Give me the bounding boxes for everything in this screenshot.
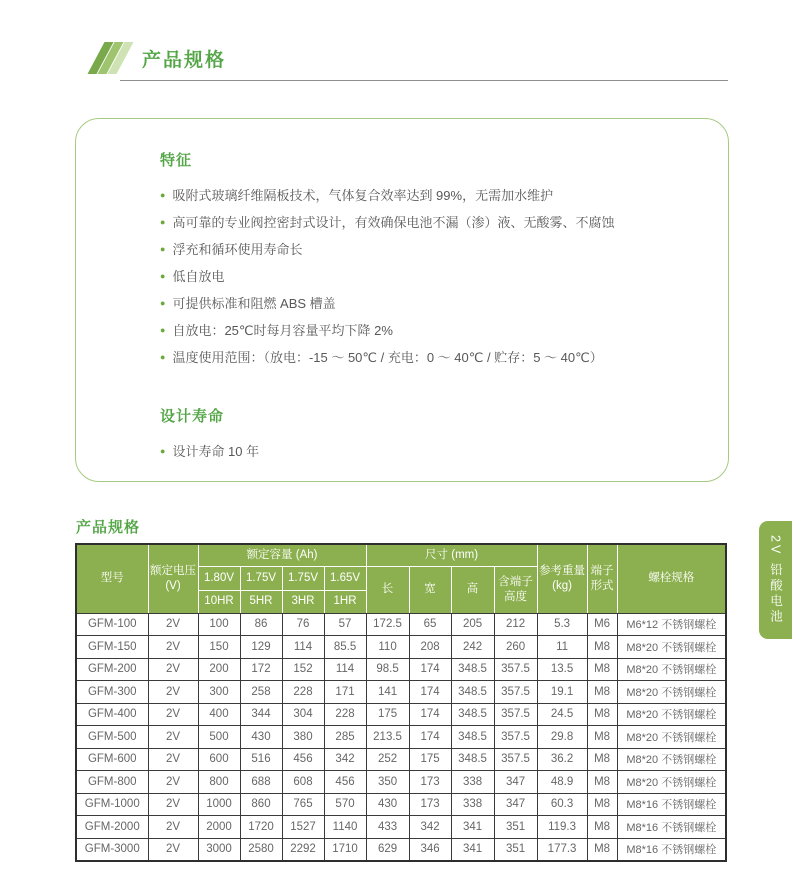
table-row: [76, 636, 726, 659]
page-header: [88, 42, 730, 81]
spec-table: [75, 543, 727, 862]
col-group-size: 尺寸 (mm): [366, 544, 537, 566]
spec-cell: 400: [198, 703, 240, 726]
table-row: [76, 681, 726, 704]
table-row: [76, 703, 726, 726]
feature-item: ● 自放电：25℃时每月容量平均下降 2%: [160, 317, 688, 344]
spec-cell: 765: [282, 793, 324, 816]
spec-cell: M8: [587, 793, 617, 816]
spec-cell: M8*20 不锈钢螺栓: [617, 681, 726, 704]
spec-cell: 2V: [148, 726, 198, 749]
spec-cell: M6: [587, 613, 617, 636]
model-cell: GFM-500: [76, 726, 148, 749]
spec-cell: 2000: [198, 816, 240, 839]
feature-box: [75, 118, 729, 482]
spec-cell: 141: [366, 681, 409, 704]
table-row: [76, 771, 726, 794]
col-capacity-hr1: 10HR: [198, 590, 240, 613]
spec-cell: 338: [451, 771, 494, 794]
spec-cell: 1000: [198, 793, 240, 816]
spec-cell: M8*16 不锈钢螺栓: [617, 838, 726, 861]
col-capacity-v3: 1.75V: [282, 566, 324, 590]
spec-cell: 2V: [148, 681, 198, 704]
spec-cell: 348.5: [451, 658, 494, 681]
spec-cell: M8: [587, 726, 617, 749]
spec-cell: 114: [282, 636, 324, 659]
col-height: 高: [451, 566, 494, 613]
col-capacity-v2: 1.75V: [240, 566, 282, 590]
spec-cell: 242: [451, 636, 494, 659]
spec-cell: M8: [587, 658, 617, 681]
spec-cell: 173: [409, 771, 451, 794]
model-cell: GFM-1000: [76, 793, 148, 816]
spec-cell: 212: [494, 613, 537, 636]
spec-cell: 800: [198, 771, 240, 794]
side-tab-2v-lead-acid-battery[interactable]: [759, 521, 792, 639]
spec-cell: 357.5: [494, 748, 537, 771]
spec-cell: 260: [494, 636, 537, 659]
model-cell: GFM-3000: [76, 838, 148, 861]
spec-cell: 285: [324, 726, 366, 749]
table-row: [76, 793, 726, 816]
page-title: 产品规格: [142, 49, 227, 71]
spec-cell: 500: [198, 726, 240, 749]
spec-cell: M8: [587, 748, 617, 771]
spec-cell: 2V: [148, 636, 198, 659]
design-life-item: ● 设计寿命 10 年: [160, 438, 688, 465]
feature-item: ● 可提供标准和阻燃 ABS 槽盖: [160, 290, 688, 317]
col-capacity-hr2: 5HR: [240, 590, 282, 613]
spec-cell: 351: [494, 838, 537, 861]
spec-cell: 2V: [148, 658, 198, 681]
spec-cell: 29.8: [537, 726, 587, 749]
spec-cell: 2V: [148, 838, 198, 861]
spec-table-heading: 产品规格: [76, 519, 141, 536]
spec-cell: 200: [198, 658, 240, 681]
col-terminal: 端子形式: [587, 544, 617, 613]
table-row: [76, 726, 726, 749]
spec-cell: 456: [282, 748, 324, 771]
table-row: [76, 838, 726, 861]
spec-cell: 174: [409, 681, 451, 704]
spec-cell: 175: [366, 703, 409, 726]
spec-cell: 351: [494, 816, 537, 839]
spec-cell: M8*20 不锈钢螺栓: [617, 703, 726, 726]
col-weight: 参考重量 (kg): [537, 544, 587, 613]
spec-cell: 2V: [148, 748, 198, 771]
spec-cell: M8: [587, 703, 617, 726]
spec-cell: 150: [198, 636, 240, 659]
col-bolt: 螺栓规格: [617, 544, 726, 613]
spec-cell: 357.5: [494, 703, 537, 726]
spec-cell: 175: [409, 748, 451, 771]
spec-cell: 208: [409, 636, 451, 659]
model-cell: GFM-150: [76, 636, 148, 659]
table-row: [76, 658, 726, 681]
spec-cell: 258: [240, 681, 282, 704]
spec-cell: 1527: [282, 816, 324, 839]
side-tab-label: 2V 铅酸电池: [768, 535, 783, 625]
spec-cell: 85.5: [324, 636, 366, 659]
spec-cell: M8: [587, 816, 617, 839]
feature-item: ● 高可靠的专业阀控密封式设计，有效确保电池不漏（渗）液、无酸雾、不腐蚀: [160, 209, 688, 236]
spec-cell: 174: [409, 703, 451, 726]
spec-cell: M8*16 不锈钢螺栓: [617, 816, 726, 839]
spec-cell: 600: [198, 748, 240, 771]
spec-cell: M8: [587, 636, 617, 659]
spec-cell: 1720: [240, 816, 282, 839]
spec-cell: 129: [240, 636, 282, 659]
spec-cell: 860: [240, 793, 282, 816]
model-cell: GFM-400: [76, 703, 148, 726]
spec-cell: 338: [451, 793, 494, 816]
spec-cell: 60.3: [537, 793, 587, 816]
spec-cell: 348.5: [451, 681, 494, 704]
col-group-capacity: 额定容量 (Ah): [198, 544, 366, 566]
feature-item: ● 浮充和循环使用寿命长: [160, 236, 688, 263]
spec-cell: 1140: [324, 816, 366, 839]
spec-cell: M8: [587, 771, 617, 794]
spec-cell: 100: [198, 613, 240, 636]
spec-cell: 341: [451, 816, 494, 839]
triple-slash-icon: [88, 42, 128, 74]
spec-cell: 347: [494, 771, 537, 794]
spec-cell: 2V: [148, 771, 198, 794]
spec-cell: 2292: [282, 838, 324, 861]
spec-cell: 433: [366, 816, 409, 839]
spec-cell: 172: [240, 658, 282, 681]
features-list: [160, 182, 688, 371]
spec-cell: 2580: [240, 838, 282, 861]
spec-cell: 342: [409, 816, 451, 839]
spec-cell: M8*16 不锈钢螺栓: [617, 793, 726, 816]
col-capacity-hr3: 3HR: [282, 590, 324, 613]
spec-cell: 456: [324, 771, 366, 794]
col-model: 型号: [76, 544, 148, 613]
spec-cell: 357.5: [494, 658, 537, 681]
spec-cell: 177.3: [537, 838, 587, 861]
spec-cell: 11: [537, 636, 587, 659]
col-rated-voltage: 额定电压 (V): [148, 544, 198, 613]
spec-cell: 348.5: [451, 748, 494, 771]
spec-cell: 205: [451, 613, 494, 636]
feature-item: ● 温度使用范围：（放电：-15 ～ 50℃ / 充电：0 ～ 40℃ / 贮存：5 ～ 40℃）: [160, 344, 688, 371]
spec-cell: 516: [240, 748, 282, 771]
spec-cell: 172.5: [366, 613, 409, 636]
spec-cell: 570: [324, 793, 366, 816]
spec-table-wrap: [75, 543, 727, 862]
spec-cell: 347: [494, 793, 537, 816]
table-row: [76, 816, 726, 839]
spec-cell: M8: [587, 838, 617, 861]
spec-cell: 36.2: [537, 748, 587, 771]
table-row: [76, 748, 726, 771]
spec-cell: 350: [366, 771, 409, 794]
spec-cell: 304: [282, 703, 324, 726]
model-cell: GFM-100: [76, 613, 148, 636]
spec-cell: 114: [324, 658, 366, 681]
spec-cell: 341: [451, 838, 494, 861]
spec-cell: 173: [409, 793, 451, 816]
design-life-list: [160, 438, 688, 465]
spec-cell: M8*20 不锈钢螺栓: [617, 726, 726, 749]
spec-cell: 57: [324, 613, 366, 636]
model-cell: GFM-300: [76, 681, 148, 704]
spec-cell: M6*12 不锈钢螺栓: [617, 613, 726, 636]
spec-cell: 13.5: [537, 658, 587, 681]
spec-cell: 152: [282, 658, 324, 681]
design-life-heading: 设计寿命: [160, 408, 225, 425]
spec-cell: 300: [198, 681, 240, 704]
model-cell: GFM-200: [76, 658, 148, 681]
spec-cell: 2V: [148, 613, 198, 636]
spec-cell: 19.1: [537, 681, 587, 704]
spec-cell: 76: [282, 613, 324, 636]
table-row: [76, 613, 726, 636]
spec-cell: 228: [324, 703, 366, 726]
spec-cell: 2V: [148, 816, 198, 839]
spec-cell: 342: [324, 748, 366, 771]
col-capacity-hr4: 1HR: [324, 590, 366, 613]
spec-cell: 3000: [198, 838, 240, 861]
spec-cell: 98.5: [366, 658, 409, 681]
spec-cell: 357.5: [494, 726, 537, 749]
spec-cell: 2V: [148, 793, 198, 816]
spec-cell: 357.5: [494, 681, 537, 704]
spec-cell: 348.5: [451, 703, 494, 726]
spec-cell: 629: [366, 838, 409, 861]
spec-cell: 171: [324, 681, 366, 704]
model-cell: GFM-800: [76, 771, 148, 794]
spec-cell: M8*20 不锈钢螺栓: [617, 771, 726, 794]
spec-cell: 86: [240, 613, 282, 636]
spec-cell: 213.5: [366, 726, 409, 749]
spec-cell: 348.5: [451, 726, 494, 749]
model-cell: GFM-600: [76, 748, 148, 771]
spec-cell: M8*20 不锈钢螺栓: [617, 658, 726, 681]
spec-cell: 346: [409, 838, 451, 861]
spec-cell: 1710: [324, 838, 366, 861]
spec-cell: 608: [282, 771, 324, 794]
col-height-with-terminal: 含端子高度: [494, 566, 537, 613]
spec-cell: 430: [366, 793, 409, 816]
spec-cell: 119.3: [537, 816, 587, 839]
spec-cell: M8*20 不锈钢螺栓: [617, 748, 726, 771]
spec-cell: 5.3: [537, 613, 587, 636]
col-length: 长: [366, 566, 409, 613]
spec-cell: 228: [282, 681, 324, 704]
spec-cell: 430: [240, 726, 282, 749]
spec-cell: 344: [240, 703, 282, 726]
col-capacity-v1: 1.80V: [198, 566, 240, 590]
features-heading: 特征: [160, 152, 193, 169]
col-capacity-v4: 1.65V: [324, 566, 366, 590]
spec-cell: 174: [409, 658, 451, 681]
spec-cell: M8*20 不锈钢螺栓: [617, 636, 726, 659]
spec-cell: 65: [409, 613, 451, 636]
spec-cell: 380: [282, 726, 324, 749]
spec-cell: 48.9: [537, 771, 587, 794]
col-width: 宽: [409, 566, 451, 613]
spec-cell: M8: [587, 681, 617, 704]
spec-cell: 24.5: [537, 703, 587, 726]
spec-cell: 252: [366, 748, 409, 771]
feature-item: ● 低自放电: [160, 263, 688, 290]
spec-cell: 110: [366, 636, 409, 659]
model-cell: GFM-2000: [76, 816, 148, 839]
spec-cell: 688: [240, 771, 282, 794]
feature-item: ● 吸附式玻璃纤维隔板技术，气体复合效率达到 99%，无需加水维护: [160, 182, 688, 209]
spec-cell: 174: [409, 726, 451, 749]
spec-cell: 2V: [148, 703, 198, 726]
title-underline: [120, 80, 728, 81]
